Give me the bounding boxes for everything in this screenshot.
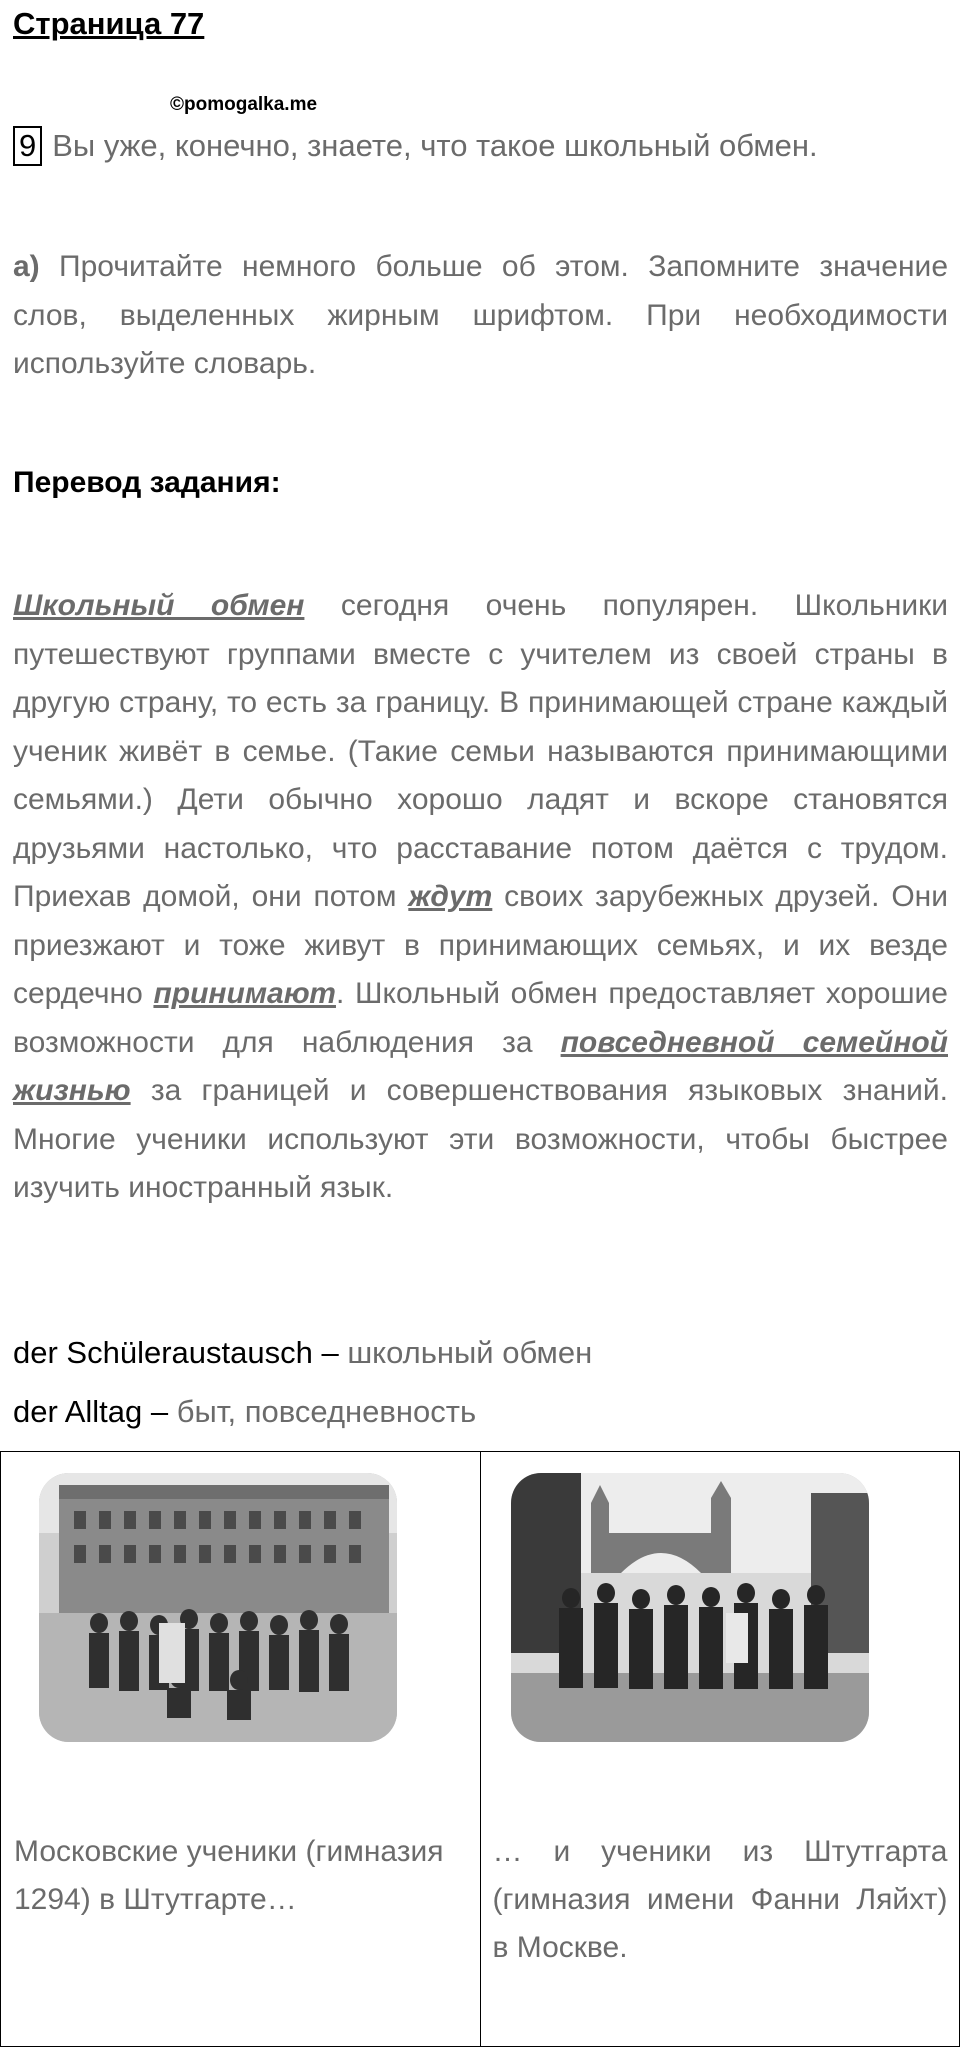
highlight-term: ждут	[408, 880, 493, 913]
highlight-term: принимают	[153, 977, 336, 1010]
task-a-text: Прочитайте немного больше об этом. Запомните значение слов, выделенных жирным шрифтом. При необходимости используйте словарь.	[13, 250, 948, 380]
text-fragment: . Школьный обмен предоставляет хорошие возможности для наблюдения за	[13, 977, 948, 1059]
vocab-translation: школьный обмен	[347, 1335, 593, 1370]
photo-stuttgart-group	[39, 1473, 397, 1742]
vocab-item	[13, 1394, 476, 1430]
page-title: Страница 77	[13, 6, 205, 41]
translation-text	[13, 582, 948, 1213]
group-photo-image	[39, 1473, 397, 1742]
highlight-term: повседневной семейной жизнью	[13, 1025, 948, 1107]
photo-cell	[480, 1452, 960, 2047]
photo-caption: Московские ученики (гимназия 1294) в Штутгарте…	[14, 1835, 444, 1916]
text-fragment: сегодня очень популярен. Школьники путешествуют группами вместе с учителем из своей страны в другую страну, то есть за границу. В принимающей стране каждый ученик живёт в семье. (Такие семьи называются принимающими семьями.) Дети обычно хорошо ладят и вскоре становятся друзьями настолько, что расставание потом даётся с трудом. Приехав домой, они потом	[13, 589, 948, 913]
task-a-label: а)	[13, 250, 40, 283]
photo-moscow-group	[511, 1473, 869, 1742]
vocab-translation: быт, повседневность	[176, 1394, 477, 1429]
photo-cell	[1, 1452, 481, 2047]
vocab-dash: –	[142, 1394, 177, 1429]
group-photo-image	[511, 1473, 869, 1742]
vocab-item	[13, 1335, 592, 1371]
exercise-intro: Вы уже, конечно, знаете, что такое школьный обмен.	[52, 128, 818, 163]
highlight-term: Школьный обмен	[13, 589, 305, 622]
text-fragment: за границей и совершенствования языковых знаний. Многие ученики используют эти возможности, чтобы быстрее изучить иностранный язык.	[13, 1074, 948, 1204]
exercise-header	[13, 126, 818, 166]
vocab-word: der Schüleraustausch	[13, 1335, 313, 1370]
exercise-number: 9	[13, 126, 42, 166]
task-a	[13, 243, 948, 389]
photo-table	[0, 1451, 960, 2047]
text-fragment: своих зарубежных друзей. Они приезжают и тоже живут в принимающих семьях, и их везде сердечно	[13, 880, 948, 1010]
photo-caption: … и ученики из Штутгарта (гимназия имени Фанни Ляйхт) в Москве.	[492, 1835, 948, 1964]
watermark: ©pomogalka.me	[170, 94, 318, 115]
vocab-dash: –	[312, 1335, 348, 1370]
vocab-word: der Alltag	[13, 1394, 143, 1429]
translation-heading: Перевод задания:	[13, 466, 281, 499]
